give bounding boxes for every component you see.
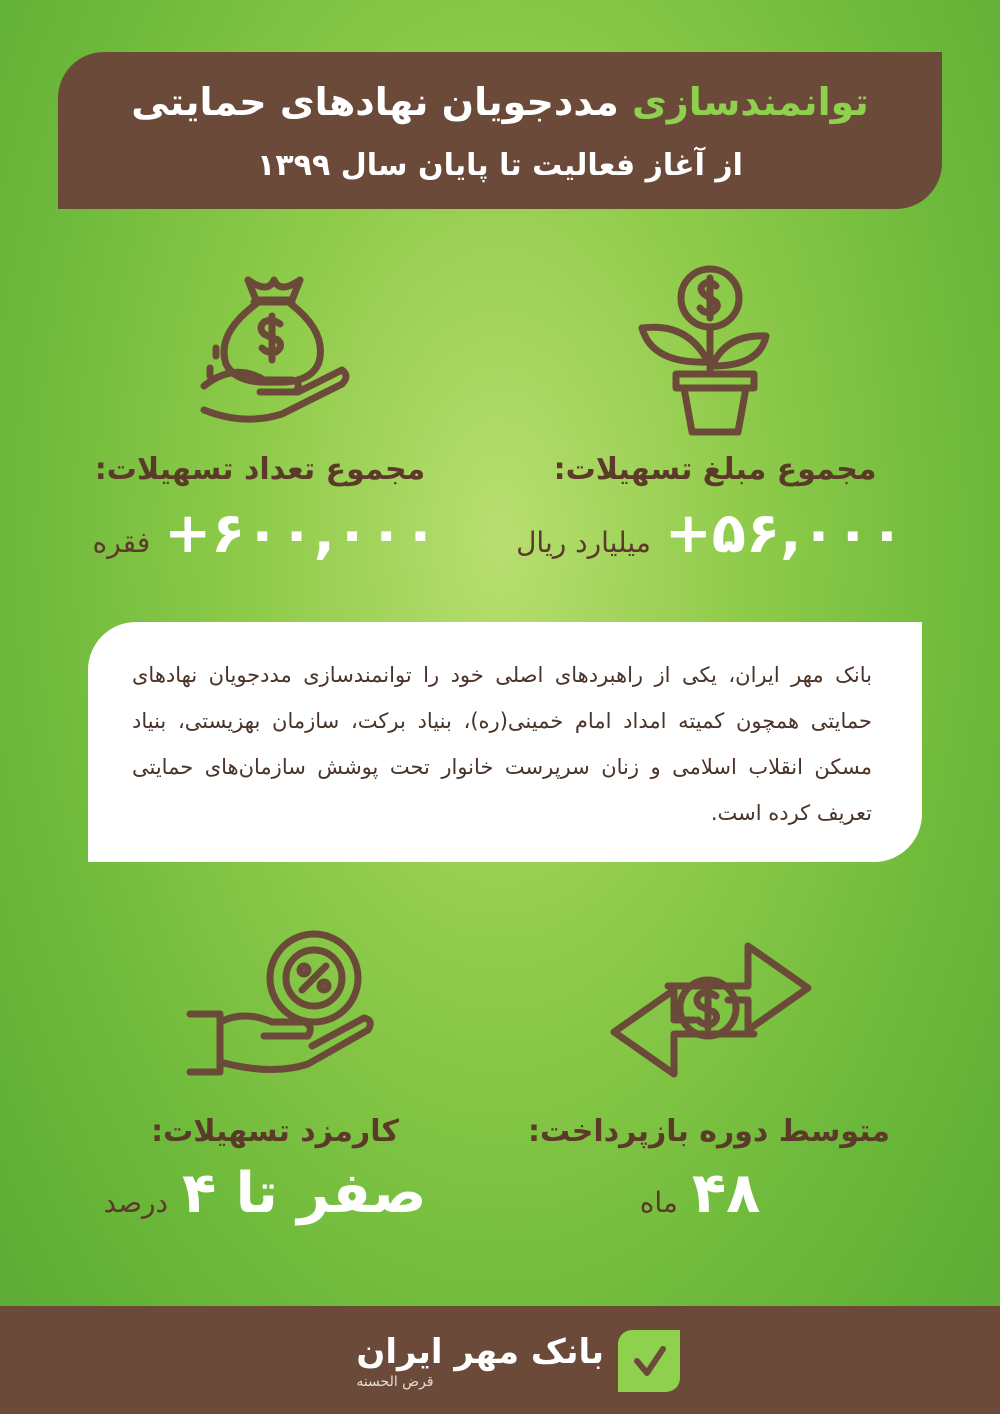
- title-rest: مددجویان نهادهای حمایتی: [131, 80, 633, 124]
- footer-bar: [0, 1306, 1000, 1414]
- stat-label-repayment: متوسط دوره بازپرداخت:: [528, 1114, 890, 1149]
- stat-value-fee: [90, 1162, 440, 1226]
- stat-unit: میلیارد ریال: [516, 526, 651, 559]
- checkmark-logo-icon: [618, 1330, 680, 1392]
- brand-subtitle: قرض الحسنه: [356, 1374, 434, 1390]
- brand-text: [356, 1331, 604, 1391]
- page-subtitle: از آغاز فعالیت تا پایان سال ۱۳۹۹: [257, 148, 743, 183]
- title-accent: توانمندسازی: [632, 80, 869, 124]
- stat-unit: ماه: [639, 1186, 678, 1219]
- stat-value-total-amount: [510, 502, 910, 566]
- stat-unit: درصد: [103, 1186, 168, 1219]
- stat-value-repayment: [560, 1162, 840, 1226]
- header-banner: [58, 52, 942, 209]
- stat-number: +۵۶,۰۰۰: [664, 501, 904, 566]
- brand-logo: [330, 1326, 680, 1396]
- stat-label-total-count: مجموع تعداد تسهیلات:: [94, 452, 426, 487]
- stat-number: ۴۸: [691, 1161, 761, 1226]
- stat-value-total-count: [70, 502, 460, 566]
- money-bag-hand-icon: [196, 270, 356, 430]
- stat-number: صفر تا ۴: [181, 1161, 427, 1226]
- percent-coin-hand-icon: [186, 930, 376, 1080]
- stat-label-fee: کارمزد تسهیلات:: [151, 1114, 399, 1149]
- brand-name: بانک مهر ایران: [356, 1332, 604, 1372]
- dollar-exchange-arrows-icon: [608, 930, 814, 1090]
- money-plant-icon: [632, 262, 774, 438]
- info-card: بانک مهر ایران، یکی از راهبردهای اصلی خود را توانمندسازی مددجویان نهادهای حمایتی همچون کمیته امداد امام خمینی(ره)، بنیاد برکت، سازمان بهزیستی، بنیاد مسکن انقلاب اسلامی و زنان سرپرست خانوار تحت پوشش سازمان‌های حمایتی تعریف کرده است.: [88, 622, 922, 862]
- stat-label-total-amount: مجموع مبلغ تسهیلات:: [553, 452, 877, 487]
- stat-number: +۶۰۰,۰۰۰: [164, 501, 438, 566]
- stat-unit: فقره: [92, 526, 151, 559]
- page-title: [58, 74, 942, 130]
